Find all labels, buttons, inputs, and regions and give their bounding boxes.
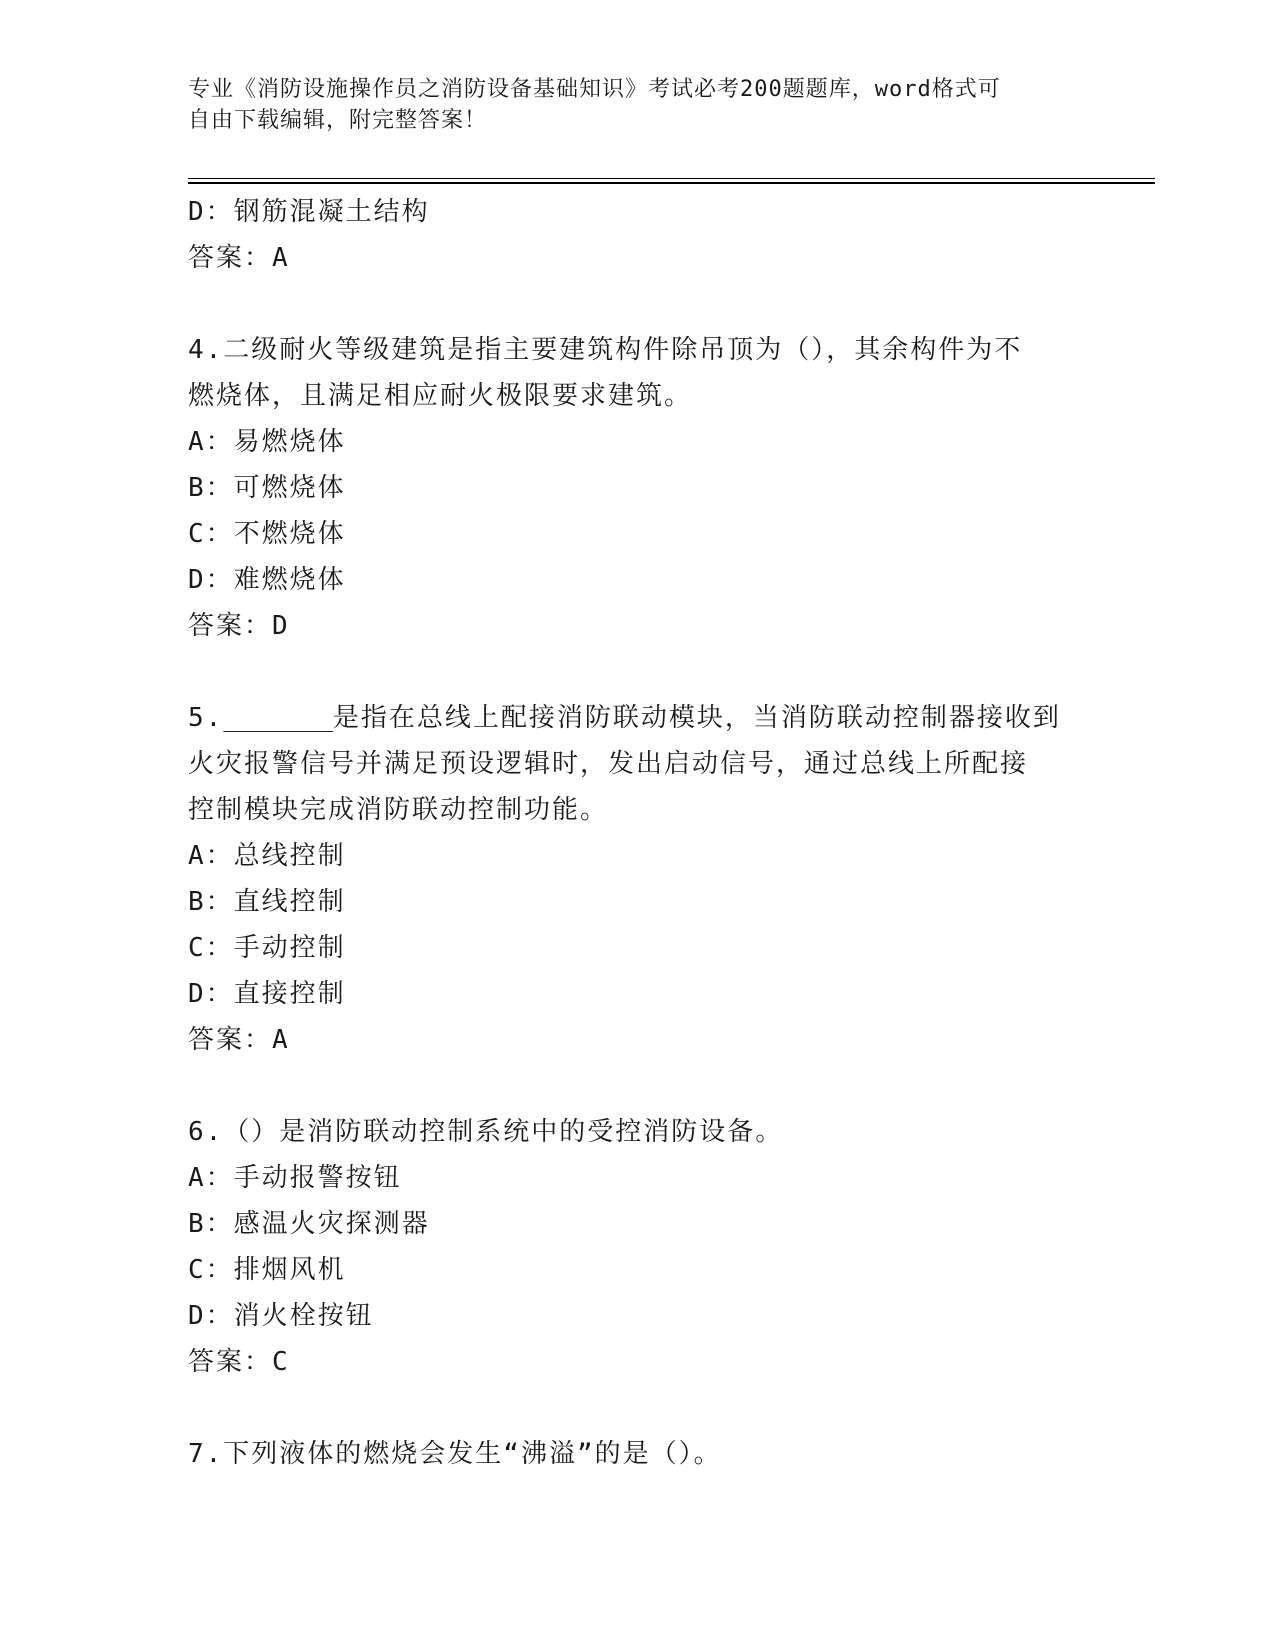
header-line-1: 专业《消防设施操作员之消防设备基础知识》考试必考200题题库，word格式可 bbox=[188, 77, 1001, 102]
option-a: A：手动报警按钮 bbox=[188, 1163, 402, 1193]
option-b: B：直线控制 bbox=[188, 887, 346, 917]
question-5 bbox=[188, 695, 1148, 1063]
option-b: B：感温火灾探测器 bbox=[188, 1209, 430, 1239]
question-text: 燃烧体，且满足相应耐火极限要求建筑。 bbox=[188, 381, 693, 411]
option-c: C：手动控制 bbox=[188, 933, 346, 963]
question-text: 控制模块完成消防联动控制功能。 bbox=[188, 795, 609, 825]
question-number: 5. bbox=[188, 703, 224, 733]
option-d: D：钢筋混凝土结构 bbox=[188, 197, 430, 227]
option-b: B：可燃烧体 bbox=[188, 473, 346, 503]
question-text bbox=[188, 695, 1148, 741]
question-text: 7.下列液体的燃烧会发生“沸溢”的是（）。 bbox=[188, 1439, 722, 1469]
header-rule-thick bbox=[188, 182, 1155, 184]
document-body bbox=[188, 189, 1148, 1477]
question-text-rest: 是指在总线上配接消防联动模块，当消防联动控制器接收到 bbox=[332, 703, 1061, 733]
question-text: 火灾报警信号并满足预设逻辑时，发出启动信号，通过总线上所配接 bbox=[188, 749, 1029, 779]
answer: 答案：C bbox=[188, 1347, 290, 1377]
option-d: D：难燃烧体 bbox=[188, 565, 346, 595]
answer: 答案：A bbox=[188, 243, 290, 273]
question-text: 6.（）是消防联动控制系统中的受控消防设备。 bbox=[188, 1117, 784, 1147]
answer: 答案：D bbox=[188, 611, 290, 641]
header-rule-thin bbox=[188, 178, 1155, 179]
option-a: A：总线控制 bbox=[188, 841, 346, 871]
header-line-2: 自由下载编辑，附完整答案！ bbox=[188, 108, 488, 133]
question-text: 4.二级耐火等级建筑是指主要建筑构件除吊顶为（），其余构件为不 bbox=[188, 335, 1023, 365]
question-7 bbox=[188, 1431, 1148, 1477]
option-c: C：排烟风机 bbox=[188, 1255, 346, 1285]
document-header bbox=[188, 74, 1088, 136]
answer: 答案：A bbox=[188, 1025, 290, 1055]
question-6 bbox=[188, 1109, 1148, 1385]
option-d: D：直接控制 bbox=[188, 979, 346, 1009]
option-c: C：不燃烧体 bbox=[188, 519, 346, 549]
option-a: A：易燃烧体 bbox=[188, 427, 346, 457]
fill-in-blank: _______ bbox=[223, 703, 333, 733]
question-4 bbox=[188, 327, 1148, 649]
option-d: D：消火栓按钮 bbox=[188, 1301, 374, 1331]
